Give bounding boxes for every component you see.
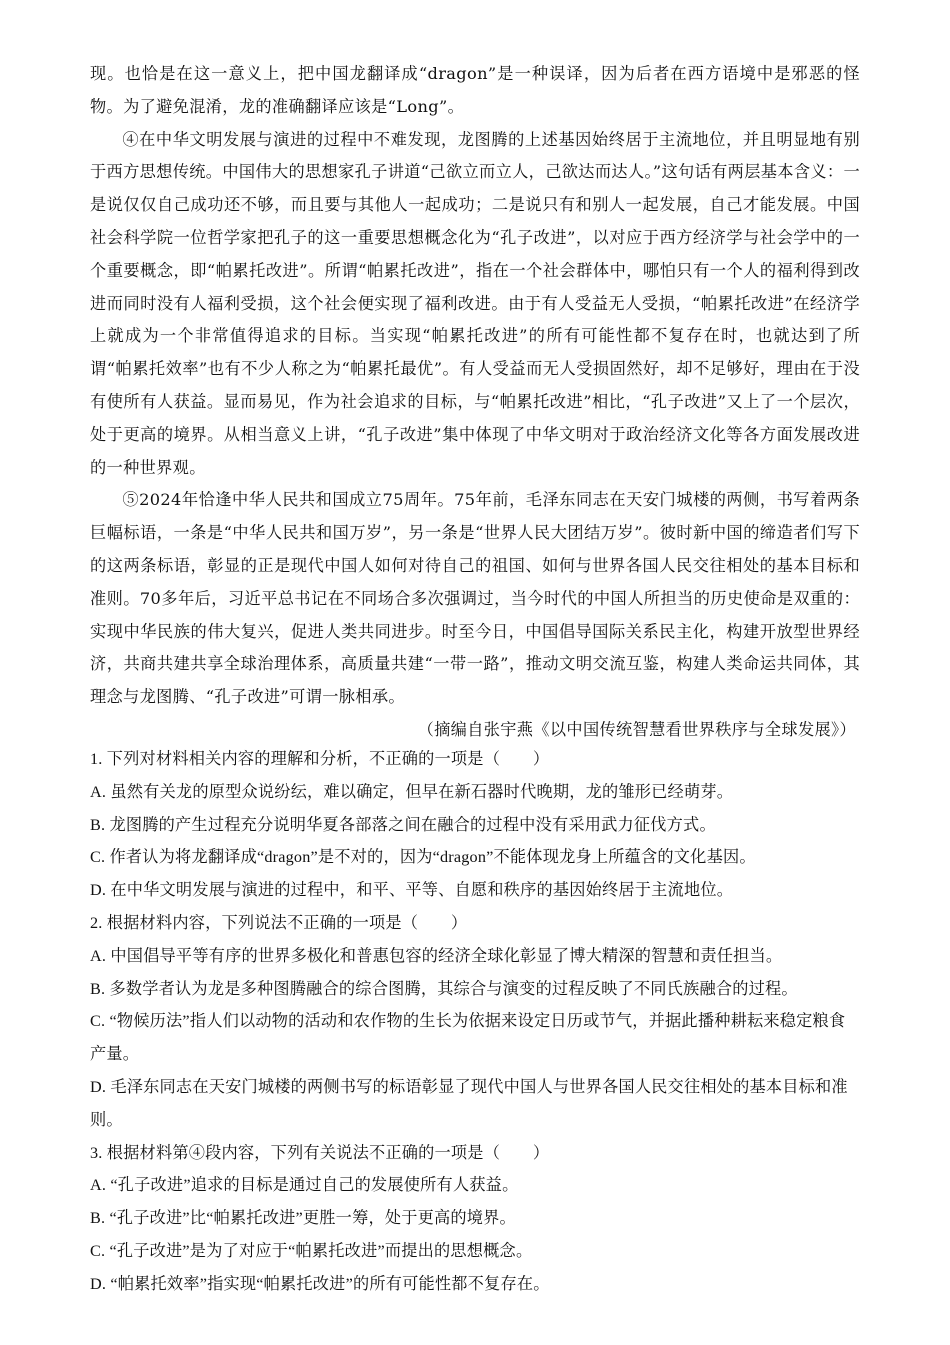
option-b[interactable]: B. “孔子改进”比“帕累托改进”更胜一筹，处于更高的境界。 <box>90 1209 516 1228</box>
option-a[interactable]: A. 中国倡导平等有序的世界多极化和普惠包容的经济全球化彰显了博大精深的智慧和责任担当。 <box>90 946 783 965</box>
option-c[interactable]: C. 作者认为将龙翻译成“dragon”是不对的，因为“dragon”不能体现龙身上所蕴含的文化基因。 <box>90 848 756 867</box>
option-d[interactable]: D. “帕累托效率”指实现“帕累托改进”的所有可能性都不复存在。 <box>90 1274 550 1293</box>
option-d[interactable]: D. 在中华文明发展与演进的过程中，和平、平等、自愿和秩序的基因始终居于主流地位。 <box>90 881 734 900</box>
passage-paragraph-4: ④在中华文明发展与演进的过程中不难发现，龙图腾的上述基因始终居于主流地位，并且明显地有别于西方思想传统。中国伟大的思想家孔子讲道“己欲立而立人，己欲达而达人。”这句话有两层基本含义：一是说仅仅自己成功还不够，而且要与其他人一起成功；二是说只有和别人一起发展，自己才能发展。中国社会科学院一位哲学家把孔子的这一重要思想概念化为“孔子改进”，以对应于西方经济学与社会学中的一个重要概念，即“帕累托改进”。所谓“帕累托改进”，指在一个社会群体中，哪怕只有一个人的福利得到改进而同时没有人福利受损，这个社会便实现了福利改进。由于有人受益无人受损，“帕累托改进”在经济学上就成为一个非常值得追求的目标。当实现“帕累托改进”的所有可能性都不复存在时，也就达到了所谓“帕累托效率”也有不少人称之为“帕累托最优”。有人受益而无人受损固然好，却不足够好，理由在于没有使所有人获益。显而易见，作为社会追求的目标，与“帕累托改进”相比，“孔子改进”又上了一个层次，处于更高的境界。从相当意义上讲，“孔子改进”集中体现了中华文明对于政治经济文化等各方面发展改进的一种世界观。 <box>90 129 860 477</box>
option-a[interactable]: A. “孔子改进”追求的目标是通过自己的发展使所有人获益。 <box>90 1176 519 1195</box>
option-b[interactable]: B. 龙图腾的产生过程充分说明华夏各部落之间在融合的过程中没有采用武力征伐方式。 <box>90 815 716 834</box>
passage <box>90 58 860 747</box>
passage-paragraph-5: ⑤2024年恰逢中华人民共和国成立75周年。75年前，毛泽东同志在天安门城楼的两侧，书写着两条巨幅标语，一条是“中华人民共和国万岁”，另一条是“世界人民大团结万岁”。彼时新中国的缔造者们写下的这两条标语，彰显的正是现代中国人如何对待自己的祖国、如何与世界各国人民交往相处的基本目标和准则。70多年后，习近平总书记在不同场合多次强调过，当今时代的中国人所担当的历史使命是双重的：实现中华民族的伟大复兴，促进人类共同进步。时至今日，中国倡导国际关系民主化，构建开放型世界经济，共商共建共享全球治理体系，高质量共建“一带一路”，推动文明交流互鉴，构建人类命运共同体，其理念与龙图腾、“孔子改进”可谓一脉相承。 <box>90 490 860 707</box>
question-stem: 2. 根据材料内容，下列说法不正确的一项是（ ） <box>90 913 468 932</box>
question-section <box>90 743 860 1301</box>
question-1 <box>90 743 860 907</box>
option-d[interactable]: D. 毛泽东同志在天安门城楼的两侧书写的标语彰显了现代中国人与世界各国人民交往相处的基本目标和准则。 <box>90 1077 848 1129</box>
passage-paragraph-3-tail: 现。也恰是在这一意义上，把中国龙翻译成“dragon”是一种误译，因为后者在西方语境中是邪恶的怪物。为了避免混淆，龙的准确翻译应该是“Long”。 <box>90 64 860 116</box>
option-b[interactable]: B. 多数学者认为龙是多种图腾融合的综合图腾，其综合与演变的过程反映了不同氏族融合的过程。 <box>90 979 798 998</box>
question-3 <box>90 1137 860 1301</box>
option-c[interactable]: C. “孔子改进”是为了对应于“帕累托改进”而提出的思想概念。 <box>90 1241 533 1260</box>
option-c[interactable]: C. “物候历法”指人们以动物的活动和农作物的生长为依据来设定日历或节气，并据此播种耕耘来稳定粮食产量。 <box>90 1012 846 1064</box>
passage-citation: （摘编自张宇燕《以中国传统智慧看世界秩序与全球发展》） <box>417 719 856 739</box>
question-2 <box>90 907 860 1137</box>
question-stem: 3. 根据材料第④段内容，下列有关说法不正确的一项是（ ） <box>90 1143 550 1162</box>
option-a[interactable]: A. 虽然有关龙的原型众说纷纭，难以确定，但早在新石器时代晚期，龙的雏形已经萌芽。 <box>90 782 734 801</box>
question-stem: 1. 下列对材料相关内容的理解和分析，不正确的一项是（ ） <box>90 750 550 768</box>
